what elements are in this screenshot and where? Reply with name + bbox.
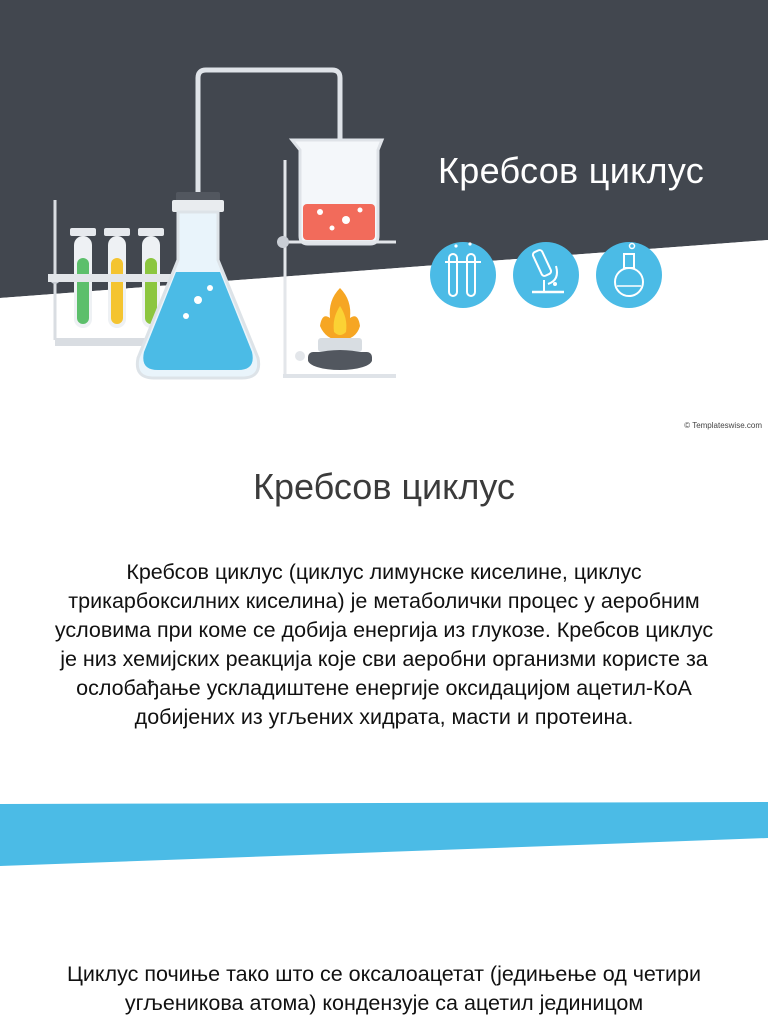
copyright-credit: © Templateswise.com — [684, 421, 762, 430]
flask-icon — [596, 242, 662, 308]
slide-heading: Кребсов циклус — [253, 466, 515, 507]
slide-3 — [0, 878, 768, 1024]
microscope-icon — [513, 242, 579, 308]
slide-2 — [0, 438, 768, 878]
test-tubes-icon — [430, 242, 496, 308]
slide-title: Кребсов циклус — [438, 150, 705, 191]
slide-body-text: Циклус почиње тако што се оксалоацетат (једињење од четири угљеникова атома) кондензује са ацетил јединицом — [67, 962, 701, 1015]
slide-body-text: Кребсов циклус (циклус лимунске киселине, циклус трикарбоксилних киселина) је метаболички процес у аеробним условима при коме се добија енергија из глукозе. Кребсов циклус је низ хемијских реакција које сви аеробни организми користе за ослобађање ускладиштене енергије оксидацијом ацетил-КоА добијених из угљених хидрата, масти и протеина. — [54, 560, 714, 729]
slide-1 — [0, 0, 768, 438]
beaker — [292, 140, 382, 244]
blue-band — [0, 438, 768, 878]
lab-illustration — [0, 0, 768, 438]
